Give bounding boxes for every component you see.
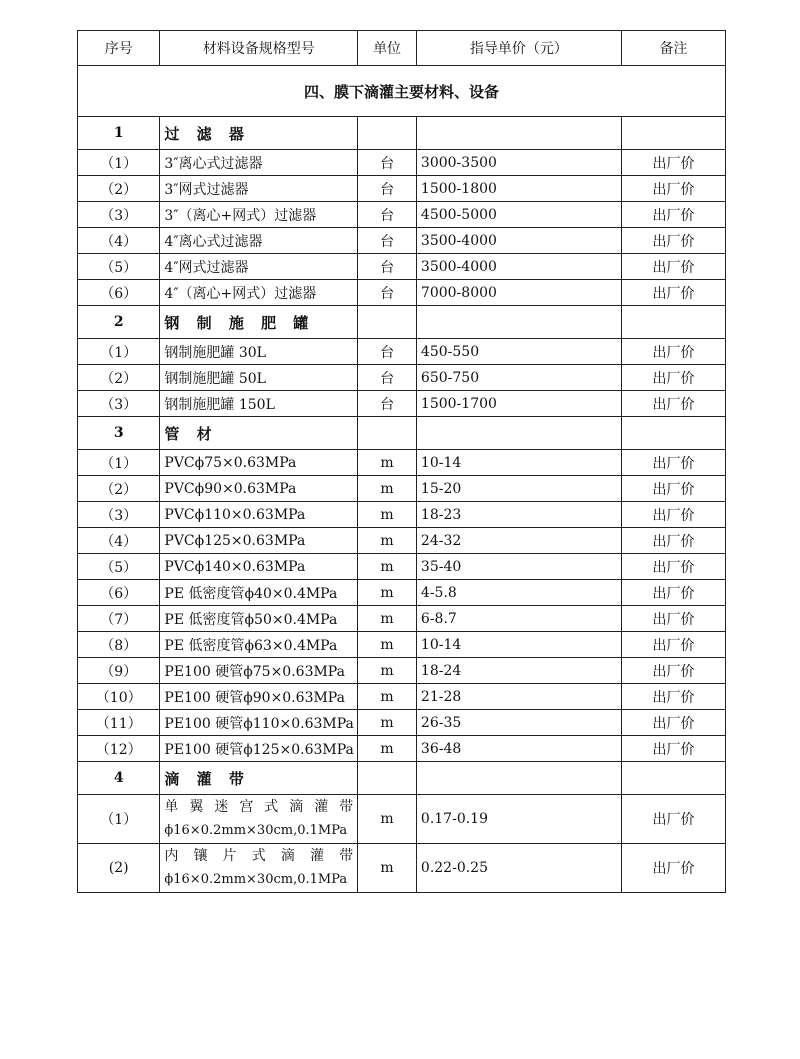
item-spec: PE100 硬管ϕ90×0.63MPa bbox=[160, 684, 358, 710]
group-title: 钢 制 施 肥 罐 bbox=[160, 306, 358, 339]
item-spec: PE 低密度管ϕ63×0.4MPa bbox=[160, 632, 358, 658]
table-row bbox=[78, 450, 726, 476]
item-number: （5） bbox=[78, 554, 160, 580]
table-row bbox=[78, 150, 726, 176]
item-spec: 4″（离心+网式）过滤器 bbox=[160, 280, 358, 306]
item-price: 1500-1800 bbox=[416, 176, 621, 202]
item-note: 出厂价 bbox=[621, 228, 725, 254]
item-number: （3） bbox=[78, 502, 160, 528]
item-price: 4500-5000 bbox=[416, 202, 621, 228]
item-number: （11） bbox=[78, 710, 160, 736]
item-note: 出厂价 bbox=[621, 450, 725, 476]
item-unit: m bbox=[358, 450, 417, 476]
item-unit: m bbox=[358, 844, 417, 893]
group-number: 4 bbox=[78, 762, 160, 795]
item-spec-line2: ϕ16×0.2mm×30cm,0.1MPa bbox=[164, 872, 348, 887]
item-number: （12） bbox=[78, 736, 160, 762]
item-number: （4） bbox=[78, 228, 160, 254]
item-price: 10-14 bbox=[416, 632, 621, 658]
table-row bbox=[78, 736, 726, 762]
item-spec: PE 低密度管ϕ40×0.4MPa bbox=[160, 580, 358, 606]
item-unit: m bbox=[358, 554, 417, 580]
header-unit: 单位 bbox=[358, 31, 417, 66]
table-row bbox=[78, 202, 726, 228]
item-number: （2） bbox=[78, 365, 160, 391]
item-price: 4-5.8 bbox=[416, 580, 621, 606]
group-row bbox=[78, 762, 726, 795]
item-number: （7） bbox=[78, 606, 160, 632]
item-price: 18-23 bbox=[416, 502, 621, 528]
item-note: 出厂价 bbox=[621, 365, 725, 391]
item-spec: 钢制施肥罐 30L bbox=[160, 339, 358, 365]
group-empty-cell bbox=[416, 306, 621, 339]
table-row bbox=[78, 476, 726, 502]
table-row bbox=[78, 580, 726, 606]
item-note: 出厂价 bbox=[621, 554, 725, 580]
item-number: （2） bbox=[78, 476, 160, 502]
section-row bbox=[78, 66, 726, 117]
item-number: （6） bbox=[78, 580, 160, 606]
item-note: 出厂价 bbox=[621, 254, 725, 280]
item-number: (2) bbox=[78, 844, 160, 893]
group-empty-cell bbox=[358, 762, 417, 795]
item-price: 450-550 bbox=[416, 339, 621, 365]
item-note: 出厂价 bbox=[621, 658, 725, 684]
item-unit: 台 bbox=[358, 391, 417, 417]
table-row bbox=[78, 528, 726, 554]
item-number: （5） bbox=[78, 254, 160, 280]
item-note: 出厂价 bbox=[621, 580, 725, 606]
table-row bbox=[78, 844, 726, 893]
table-row bbox=[78, 632, 726, 658]
group-empty-cell bbox=[621, 762, 725, 795]
item-spec-line1: 单翼迷宫式滴灌带 bbox=[164, 799, 354, 815]
item-price: 0.17-0.19 bbox=[416, 795, 621, 844]
item-unit: 台 bbox=[358, 176, 417, 202]
section-title: 四、膜下滴灌主要材料、设备 bbox=[78, 66, 726, 117]
item-unit: 台 bbox=[358, 150, 417, 176]
header-price: 指导单价（元） bbox=[416, 31, 621, 66]
item-note: 出厂价 bbox=[621, 632, 725, 658]
price-table bbox=[77, 30, 726, 893]
group-number: 2 bbox=[78, 306, 160, 339]
item-price: 3000-3500 bbox=[416, 150, 621, 176]
item-unit: m bbox=[358, 710, 417, 736]
item-unit: m bbox=[358, 502, 417, 528]
item-spec: PVCϕ90×0.63MPa bbox=[160, 476, 358, 502]
item-unit: 台 bbox=[358, 365, 417, 391]
group-number: 1 bbox=[78, 117, 160, 150]
item-note: 出厂价 bbox=[621, 528, 725, 554]
item-note: 出厂价 bbox=[621, 339, 725, 365]
item-number: （3） bbox=[78, 391, 160, 417]
item-number: （4） bbox=[78, 528, 160, 554]
header-no: 序号 bbox=[78, 31, 160, 66]
item-price: 26-35 bbox=[416, 710, 621, 736]
item-number: （8） bbox=[78, 632, 160, 658]
group-row bbox=[78, 117, 726, 150]
item-spec: PE100 硬管ϕ75×0.63MPa bbox=[160, 658, 358, 684]
table-row bbox=[78, 710, 726, 736]
item-note: 出厂价 bbox=[621, 202, 725, 228]
table-row bbox=[78, 228, 726, 254]
table-row bbox=[78, 658, 726, 684]
item-spec: PE100 硬管ϕ125×0.63MPa bbox=[160, 736, 358, 762]
item-unit: m bbox=[358, 580, 417, 606]
item-unit: m bbox=[358, 658, 417, 684]
item-unit: m bbox=[358, 795, 417, 844]
header-spec: 材料设备规格型号 bbox=[160, 31, 358, 66]
table-body bbox=[78, 66, 726, 893]
group-empty-cell bbox=[416, 417, 621, 450]
item-number: （10） bbox=[78, 684, 160, 710]
group-empty-cell bbox=[621, 306, 725, 339]
item-spec-line1: 内镶片式滴灌带 bbox=[164, 848, 354, 864]
item-unit: 台 bbox=[358, 202, 417, 228]
item-note: 出厂价 bbox=[621, 176, 725, 202]
item-unit: m bbox=[358, 528, 417, 554]
item-unit: 台 bbox=[358, 280, 417, 306]
item-note: 出厂价 bbox=[621, 710, 725, 736]
item-note: 出厂价 bbox=[621, 795, 725, 844]
item-note: 出厂价 bbox=[621, 476, 725, 502]
item-price: 1500-1700 bbox=[416, 391, 621, 417]
item-spec: PVCϕ125×0.63MPa bbox=[160, 528, 358, 554]
item-unit: 台 bbox=[358, 228, 417, 254]
item-spec bbox=[160, 844, 358, 893]
group-number: 3 bbox=[78, 417, 160, 450]
item-price: 3500-4000 bbox=[416, 228, 621, 254]
item-note: 出厂价 bbox=[621, 502, 725, 528]
item-note: 出厂价 bbox=[621, 391, 725, 417]
item-spec: 3″（离心+网式）过滤器 bbox=[160, 202, 358, 228]
item-number: （1） bbox=[78, 339, 160, 365]
group-empty-cell bbox=[621, 417, 725, 450]
item-price: 7000-8000 bbox=[416, 280, 621, 306]
item-price: 24-32 bbox=[416, 528, 621, 554]
group-title: 过 滤 器 bbox=[160, 117, 358, 150]
group-empty-cell bbox=[621, 117, 725, 150]
item-spec: PE 低密度管ϕ50×0.4MPa bbox=[160, 606, 358, 632]
item-spec: PVCϕ110×0.63MPa bbox=[160, 502, 358, 528]
group-empty-cell bbox=[416, 762, 621, 795]
item-note: 出厂价 bbox=[621, 844, 725, 893]
item-price: 0.22-0.25 bbox=[416, 844, 621, 893]
table-row bbox=[78, 254, 726, 280]
item-spec: 3″离心式过滤器 bbox=[160, 150, 358, 176]
item-note: 出厂价 bbox=[621, 684, 725, 710]
item-spec: 4″网式过滤器 bbox=[160, 254, 358, 280]
item-unit: 台 bbox=[358, 254, 417, 280]
table-row bbox=[78, 391, 726, 417]
item-unit: m bbox=[358, 736, 417, 762]
table-row bbox=[78, 795, 726, 844]
item-unit: m bbox=[358, 632, 417, 658]
table-row bbox=[78, 606, 726, 632]
item-unit: m bbox=[358, 684, 417, 710]
item-note: 出厂价 bbox=[621, 280, 725, 306]
header-note: 备注 bbox=[621, 31, 725, 66]
item-unit: m bbox=[358, 476, 417, 502]
item-spec: 3″网式过滤器 bbox=[160, 176, 358, 202]
item-spec: PVCϕ75×0.63MPa bbox=[160, 450, 358, 476]
table-row bbox=[78, 339, 726, 365]
item-spec: 钢制施肥罐 50L bbox=[160, 365, 358, 391]
group-title: 滴 灌 带 bbox=[160, 762, 358, 795]
item-price: 36-48 bbox=[416, 736, 621, 762]
item-spec: PVCϕ140×0.63MPa bbox=[160, 554, 358, 580]
item-price: 10-14 bbox=[416, 450, 621, 476]
item-number: （2） bbox=[78, 176, 160, 202]
table-row bbox=[78, 176, 726, 202]
group-empty-cell bbox=[358, 306, 417, 339]
item-note: 出厂价 bbox=[621, 150, 725, 176]
group-empty-cell bbox=[358, 117, 417, 150]
table-row bbox=[78, 502, 726, 528]
item-unit: 台 bbox=[358, 339, 417, 365]
item-unit: m bbox=[358, 606, 417, 632]
table-row bbox=[78, 365, 726, 391]
item-price: 21-28 bbox=[416, 684, 621, 710]
group-row bbox=[78, 417, 726, 450]
item-price: 6-8.7 bbox=[416, 606, 621, 632]
item-spec: 4″离心式过滤器 bbox=[160, 228, 358, 254]
item-note: 出厂价 bbox=[621, 736, 725, 762]
group-empty-cell bbox=[358, 417, 417, 450]
group-empty-cell bbox=[416, 117, 621, 150]
item-spec bbox=[160, 795, 358, 844]
table-row bbox=[78, 280, 726, 306]
item-spec-line2: ϕ16×0.2mm×30cm,0.1MPa bbox=[164, 823, 348, 838]
table-row bbox=[78, 554, 726, 580]
table-row bbox=[78, 684, 726, 710]
item-spec: 钢制施肥罐 150L bbox=[160, 391, 358, 417]
item-number: （9） bbox=[78, 658, 160, 684]
item-price: 35-40 bbox=[416, 554, 621, 580]
item-price: 650-750 bbox=[416, 365, 621, 391]
item-number: （1） bbox=[78, 150, 160, 176]
item-price: 18-24 bbox=[416, 658, 621, 684]
item-number: （1） bbox=[78, 450, 160, 476]
item-price: 15-20 bbox=[416, 476, 621, 502]
group-row bbox=[78, 306, 726, 339]
table-header-row bbox=[78, 31, 726, 66]
item-number: （1） bbox=[78, 795, 160, 844]
group-title: 管 材 bbox=[160, 417, 358, 450]
item-number: （3） bbox=[78, 202, 160, 228]
item-price: 3500-4000 bbox=[416, 254, 621, 280]
item-spec: PE100 硬管ϕ110×0.63MPa bbox=[160, 710, 358, 736]
item-note: 出厂价 bbox=[621, 606, 725, 632]
item-number: （6） bbox=[78, 280, 160, 306]
